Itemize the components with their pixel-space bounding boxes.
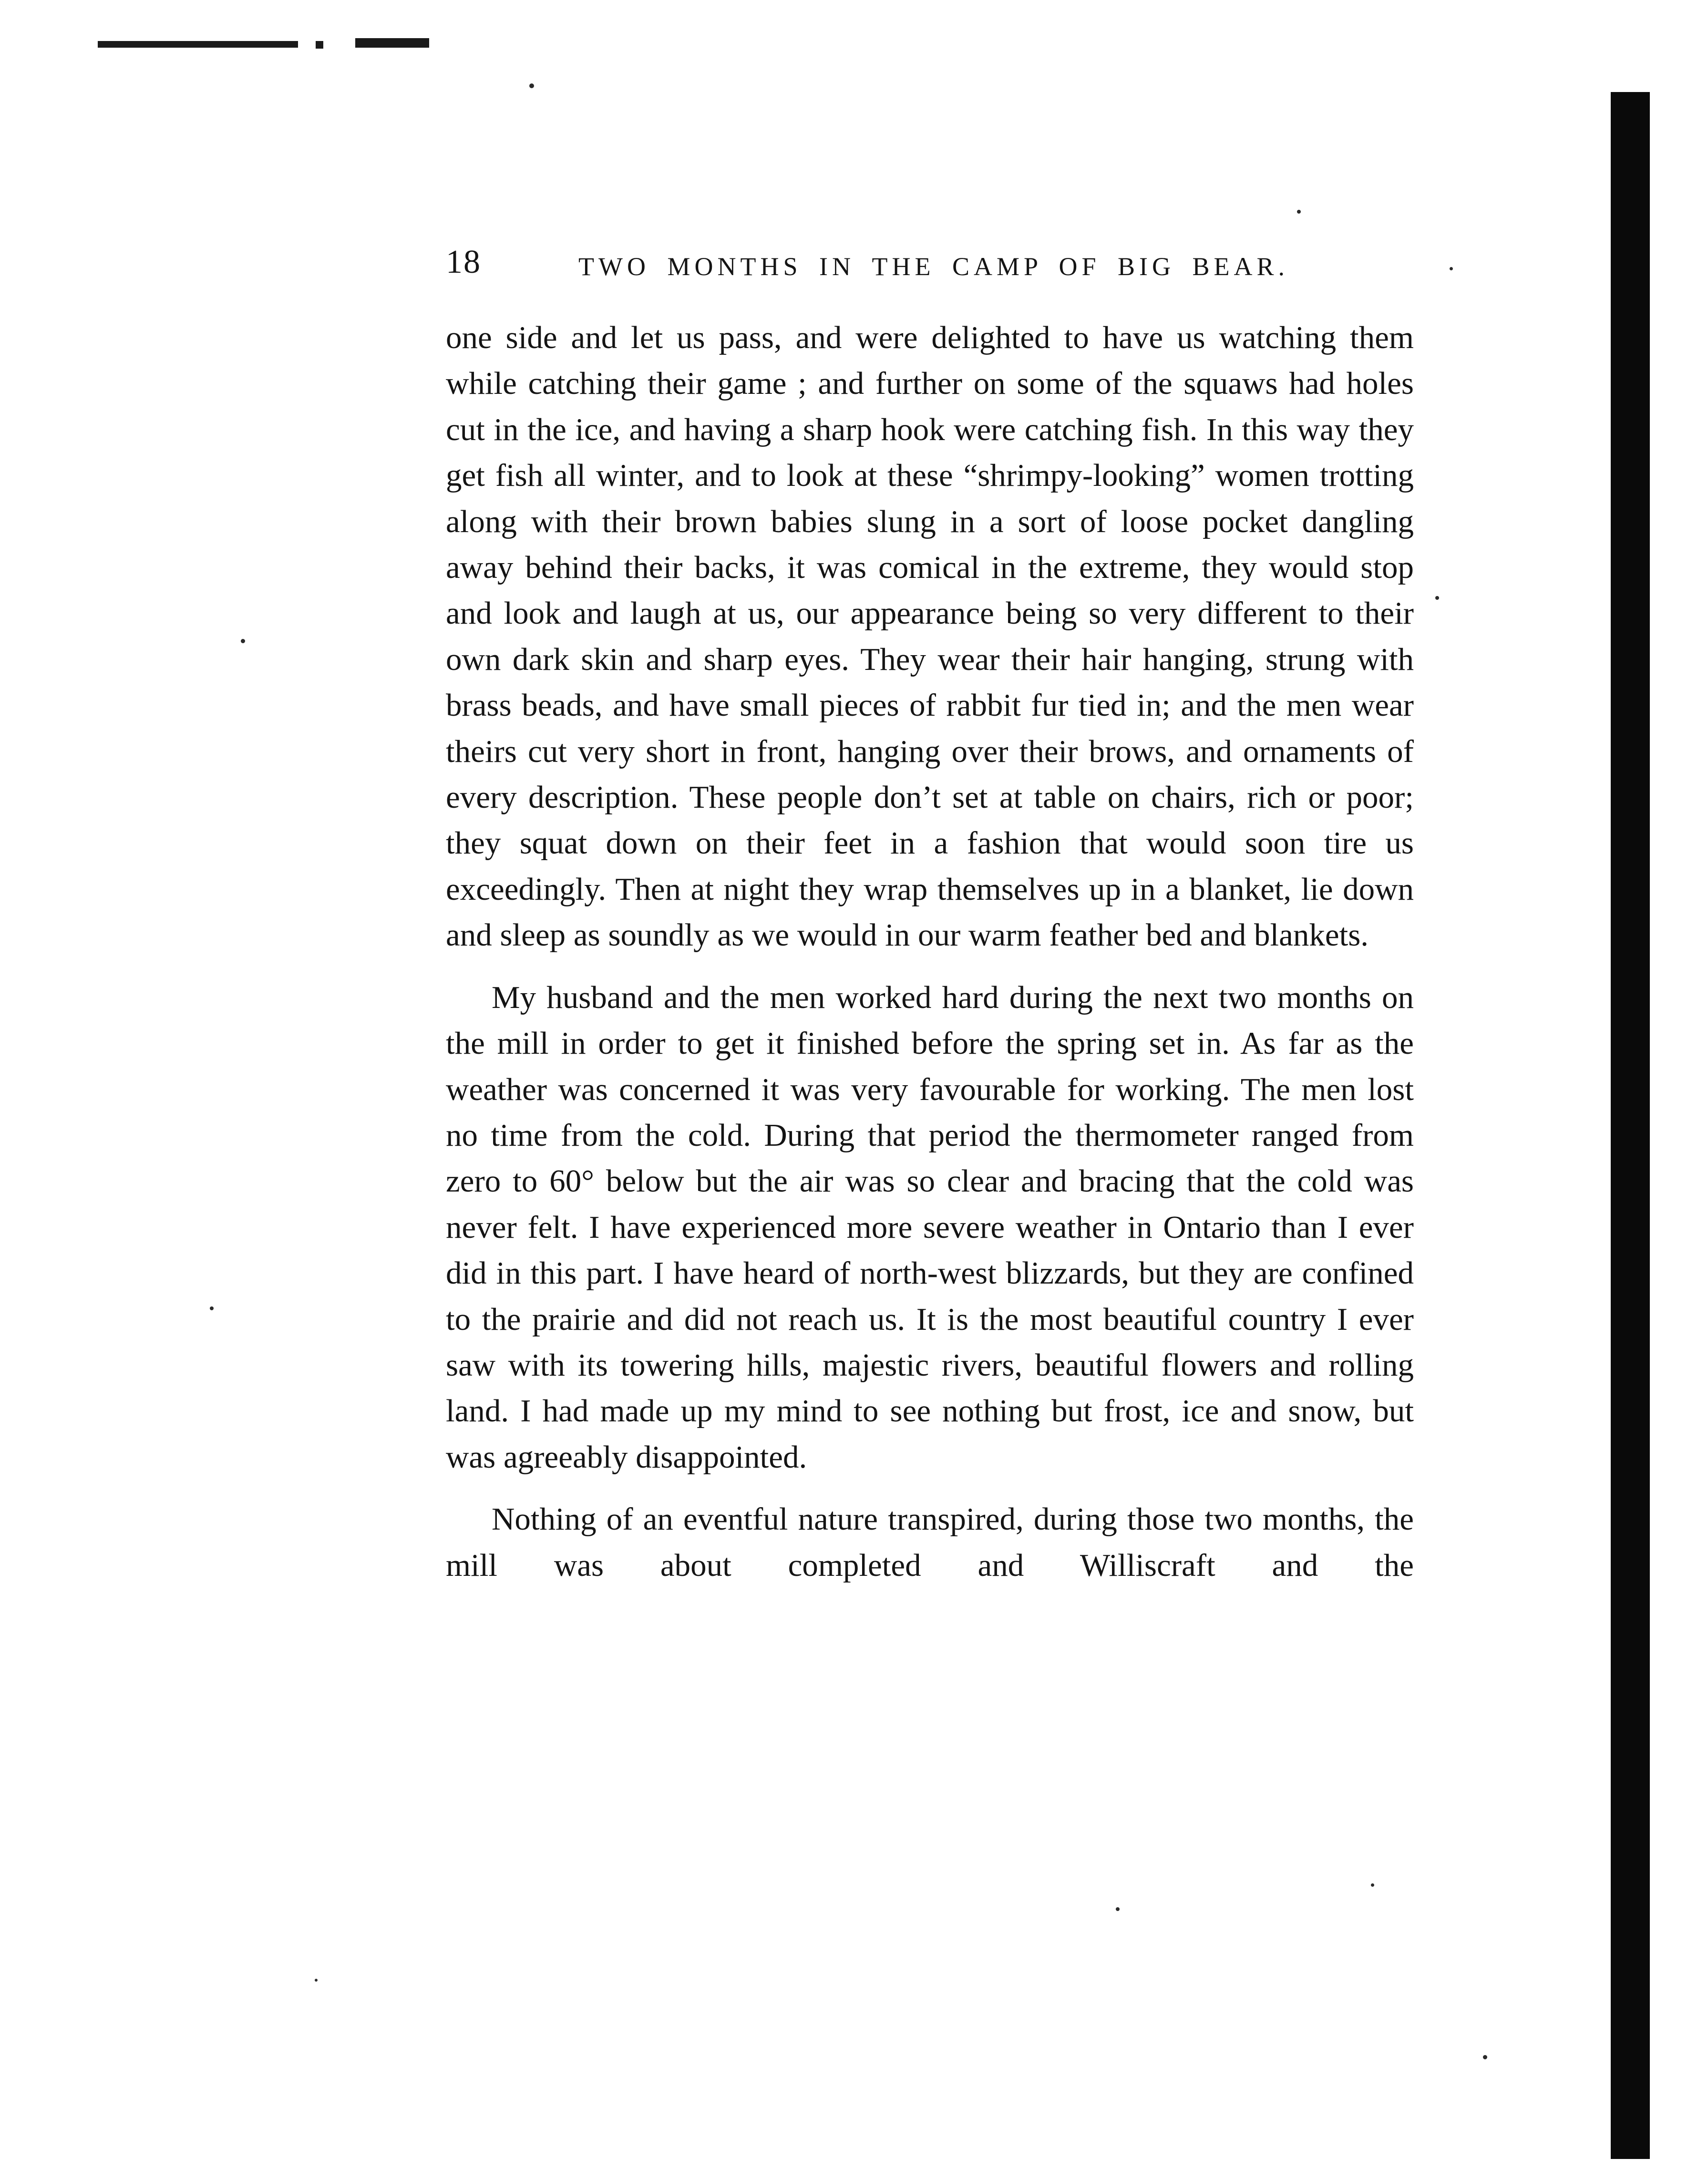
running-head-title: TWO MONTHS IN THE CAMP OF BIG BEAR. [578,252,1289,281]
scan-speck [1450,267,1453,270]
scan-speck [1297,210,1301,214]
scan-speck [1116,1907,1120,1911]
paragraph-gap [446,1480,1414,1496]
paragraph-2: My husband and the men worked hard during the next two months on the mill in order to get it finished before the spring set in. As far as the weather was concerned it was very favourable for working. The men lost no time from the cold. During that period the thermometer ranged from zero to 60° below but the air was so clear and bracing that the cold was never felt. I have experienced more severe weather in Ontario than I ever did in this part. I have heard of north-west blizzards, but they are confined to the prairie and did not reach us. It is the most beautiful country I ever saw with its towering hills, majestic rivers, beautiful flowers and rolling land. I had made up my mind to see nothing but frost, ice and snow, but was agreeably disappointed. [446,979,1414,1475]
scan-speck [315,1979,318,1982]
page-number: 18 [446,244,481,280]
print-rule-mark-short [355,38,429,48]
running-head [446,243,1414,291]
scan-speck [1483,2055,1487,2059]
scan-speck [1371,1883,1374,1887]
scan-speck [529,83,534,88]
binding-shadow-edge [1611,92,1650,2159]
paragraph-1: one side and let us pass, and were delighted to have us watching them while catching their game ; and further on some of the squaws had holes cut in the ice, and having a sharp hook were catching fish. In this way they get fish all winter, and to look at these “shrimpy-looking” women trotting along with their brown babies slung in a sort of loose pocket dangling away behind their backs, it was comical in the extreme, they would stop and look and laugh at us, our appearance being so very different to their own dark skin and sharp eyes. They wear their hair hanging, strung with brass beads, and have small pieces of rabbit fur tied in; and the men wear theirs cut very short in front, hanging over their brows, and ornaments of every description. These people don’t set at table on chairs, rich or poor; they squat down on their feet in a fashion that would soon tire us exceedingly. Then at night they wrap themselves up in a blanket, lie down and sleep as soundly as we would in our warm feather bed and blankets. [446,320,1414,953]
scan-speck [210,1306,214,1310]
print-rule-mark [98,41,298,48]
print-dot-mark [316,41,323,49]
paragraph-3: Nothing of an eventful nature transpired, during those two months, the mill was about completed and Williscraft and the [446,1501,1414,1583]
scan-speck [241,639,245,643]
scan-speck [1435,596,1439,600]
body-text [446,315,1414,1588]
paragraph-gap [446,958,1414,975]
